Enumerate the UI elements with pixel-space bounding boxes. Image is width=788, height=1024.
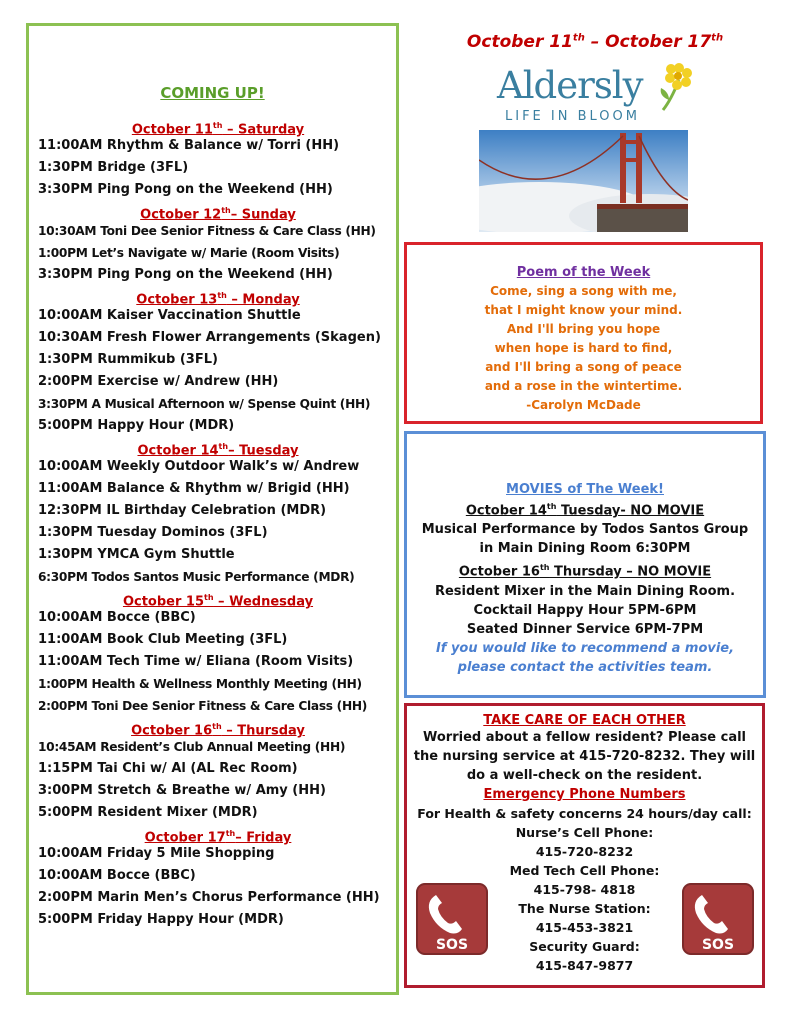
emergency-phone: 415-847-9877 (535, 958, 634, 973)
schedule-event: 1:30PM Rummikub (3FL) (38, 352, 218, 367)
day-heading: October 15th – Wednesday (122, 593, 314, 610)
schedule-event: 5:00PM Resident Mixer (MDR) (38, 805, 258, 820)
logo-wordmark: Aldersly (497, 64, 643, 107)
schedule-event: 1:30PM YMCA Gym Shuttle (38, 547, 235, 562)
schedule-event: 3:30PM Ping Pong on the Weekend (HH) (38, 267, 333, 282)
movie-line: in Main Dining Room 6:30PM (479, 541, 691, 557)
schedule-event: 1:15PM Tai Chi w/ Al (AL Rec Room) (38, 761, 298, 776)
schedule-event: 1:30PM Tuesday Dominos (3FL) (38, 525, 268, 540)
schedule-event: 10:00AM Bocce (BBC) (38, 610, 196, 625)
schedule-event: 1:00PM Health & Wellness Monthly Meeting (HH) (38, 677, 362, 691)
emergency-phone: 415-720-8232 (535, 844, 634, 859)
schedule-event: 2:00PM Toni Dee Senior Fitness & Care Class (HH) (38, 699, 368, 713)
emergency-line: Med Tech Cell Phone: (509, 863, 660, 878)
schedule-event: 1:30PM Bridge (3FL) (38, 160, 189, 175)
poem-line: And I'll bring you hope (506, 322, 661, 336)
movies-title: MOVIES of The Week! (506, 482, 664, 497)
schedule-event: 10:00AM Kaiser Vaccination Shuttle (38, 308, 301, 323)
emergency-phone: 415-453-3821 (535, 920, 634, 935)
schedule-event: 10:30AM Fresh Flower Arrangements (Skagen) (38, 330, 381, 345)
schedule-event: 5:00PM Happy Hour (MDR) (38, 418, 235, 433)
poem-body (407, 282, 760, 396)
movie-recommend-note: If you would like to recommend a movie, (435, 640, 735, 656)
care-text: the nursing service at 415-720-8232. They will (413, 749, 756, 764)
movie-line: Musical Performance by Todos Santos Group (421, 522, 749, 538)
movie-line: Resident Mixer in the Main Dining Room. (434, 583, 736, 599)
flower-icon (657, 60, 697, 114)
schedule-event: 12:30PM IL Birthday Celebration (MDR) (38, 503, 327, 518)
schedule-event: 6:30PM Todos Santos Music Performance (MDR) (38, 570, 355, 584)
coming-up-heading: COMING UP! (160, 84, 265, 102)
day-heading: October 11th – Saturday (131, 121, 305, 138)
sos-phone-icon (416, 883, 488, 955)
poem-panel (404, 242, 763, 424)
schedule-event: 11:00AM Tech Time w/ Eliana (Room Visits) (38, 654, 354, 669)
poem-line: that I might know your mind. (484, 303, 683, 317)
aldersly-logo (497, 60, 697, 130)
movie-line: Seated Dinner Service 6PM-7PM (466, 621, 704, 637)
schedule-event: 2:00PM Exercise w/ Andrew (HH) (38, 374, 279, 389)
schedule-event: 10:45AM Resident’s Club Annual Meeting (HH) (38, 740, 346, 754)
schedule-event: 11:00AM Rhythm & Balance w/ Torri (HH) (38, 138, 340, 153)
logo-tagline: LIFE IN BLOOM (505, 109, 640, 124)
emergency-line: The Nurse Station: (518, 901, 651, 916)
care-text: do a well-check on the resident. (466, 768, 703, 783)
svg-text:SOS: SOS (435, 937, 469, 953)
schedule-event: 10:00AM Weekly Outdoor Walk’s w/ Andrew (38, 459, 360, 474)
day-heading: October 12th– Sunday (140, 206, 296, 223)
schedule-event: 11:00AM Balance & Rhythm w/ Brigid (HH) (38, 481, 350, 496)
schedule-event: 3:30PM A Musical Afternoon w/ Spense Quint (HH) (38, 397, 371, 411)
poem-line: when hope is hard to find, (494, 341, 673, 355)
day-heading: October 16th – Thursday (131, 722, 305, 739)
emergency-panel (404, 703, 765, 988)
movie-day-heading: October 16th Thursday – NO MOVIE (458, 563, 712, 580)
day-heading: October 13th – Monday (136, 291, 300, 308)
date-range: October 11th – October 17th (466, 32, 724, 52)
poem-line: and a rose in the wintertime. (484, 379, 683, 393)
schedule-list (38, 116, 398, 931)
schedule-event: 3:00PM Stretch & Breathe w/ Amy (HH) (38, 783, 326, 798)
day-heading: October 14th– Tuesday (137, 442, 299, 459)
schedule-event: 10:30AM Toni Dee Senior Fitness & Care Class (HH) (38, 224, 376, 238)
svg-text:SOS: SOS (701, 937, 735, 953)
poem-author: -Carolyn McDade (526, 398, 641, 412)
poem-title: Poem of the Week (516, 265, 651, 280)
movies-panel (404, 431, 766, 698)
emergency-line: Nurse’s Cell Phone: (515, 825, 654, 840)
movie-recommend-note: please contact the activities team. (457, 659, 713, 675)
care-title: TAKE CARE OF EACH OTHER (483, 713, 686, 728)
schedule-event: 3:30PM Ping Pong on the Weekend (HH) (38, 182, 333, 197)
schedule-event: 11:00AM Book Club Meeting (3FL) (38, 632, 288, 647)
movie-line: Cocktail Happy Hour 5PM-6PM (473, 602, 697, 618)
schedule-event: 5:00PM Friday Happy Hour (MDR) (38, 912, 284, 927)
poem-line: Come, sing a song with me, (490, 284, 677, 298)
care-text: Worried about a fellow resident? Please call (422, 730, 746, 745)
golden-gate-bridge-photo (479, 130, 688, 232)
poem-line: and I'll bring a song of peace (485, 360, 682, 374)
emergency-line: Security Guard: (529, 939, 640, 954)
day-heading: October 17th– Friday (144, 829, 292, 846)
schedule-event: 2:00PM Marin Men’s Chorus Performance (HH) (38, 890, 380, 905)
schedule-event: 1:00PM Let’s Navigate w/ Marie (Room Visits) (38, 246, 340, 260)
emergency-phone: 415-798- 4818 (533, 882, 636, 897)
emergency-heading: Emergency Phone Numbers (483, 787, 686, 802)
emergency-line: For Health & safety concerns 24 hours/day call: (417, 806, 752, 821)
schedule-event: 10:00AM Friday 5 Mile Shopping (38, 846, 275, 861)
movie-day-heading: October 14th Tuesday- NO MOVIE (465, 502, 705, 519)
sos-phone-icon (682, 883, 754, 955)
schedule-event: 10:00AM Bocce (BBC) (38, 868, 196, 883)
schedule-panel (26, 23, 399, 995)
